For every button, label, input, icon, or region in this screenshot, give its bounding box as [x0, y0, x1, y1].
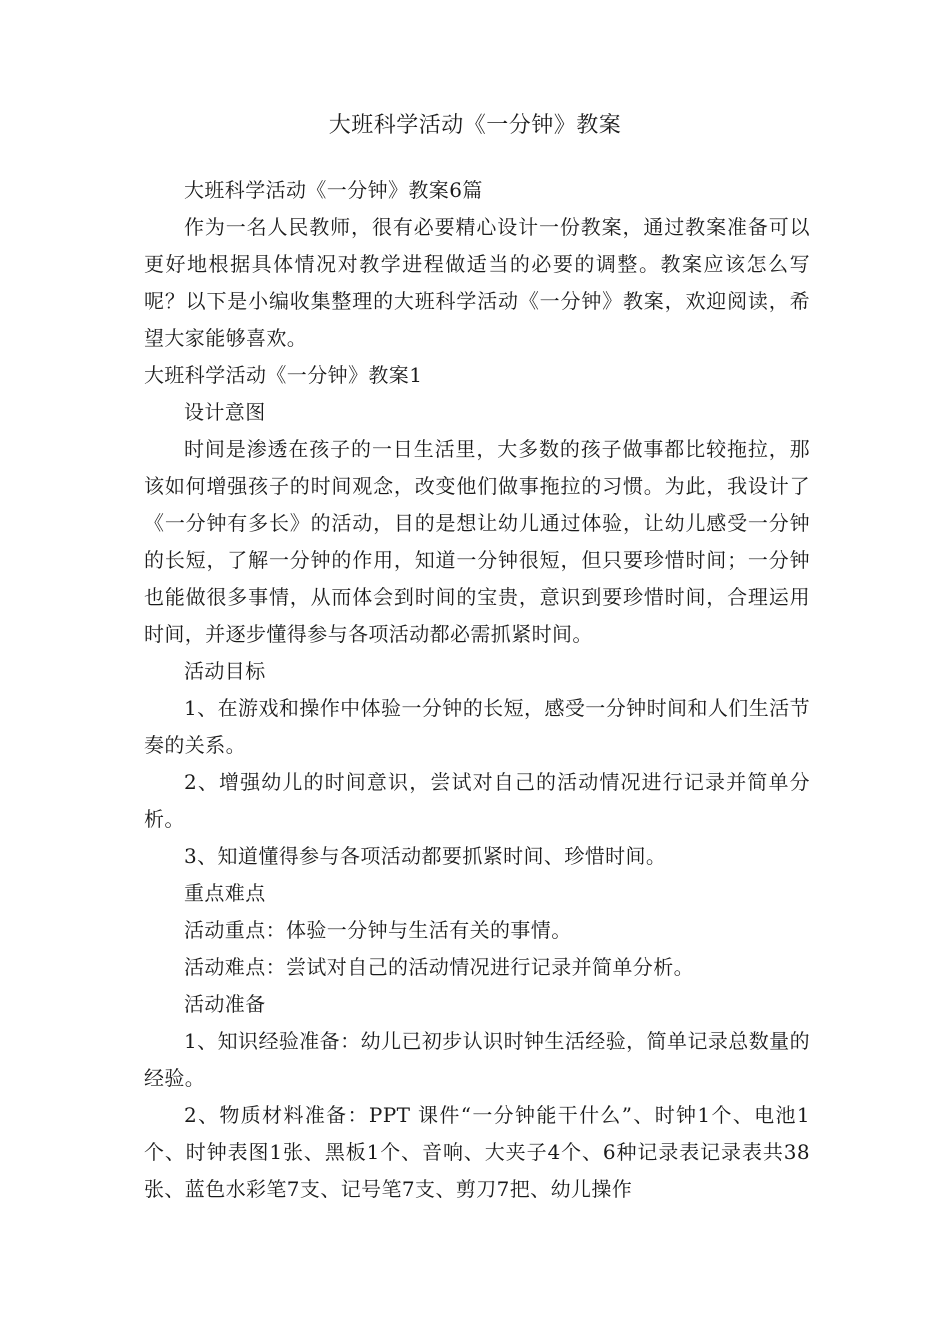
- document-body: [144, 172, 810, 1208]
- subtitle-paragraph: 大班科学活动《一分钟》教案6篇: [184, 178, 483, 202]
- preparation-item-2: 2、物质材料准备：PPT 课件“一分钟能干什么”、时钟1个、电池1个、时钟表图1张、黑板1个、音响、大夹子4个、6种记录表记录表共38张、蓝色水彩笔7支、记号笔7支、剪刀7把、幼儿操作: [144, 1103, 810, 1201]
- heading-preparation: 活动准备: [184, 992, 266, 1016]
- heading-design-intent: 设计意图: [184, 400, 266, 424]
- document-title: 大班科学活动《一分钟》教案: [328, 113, 622, 138]
- goal-item-3: 3、知道懂得参与各项活动都要抓紧时间、珍惜时间。: [184, 844, 667, 868]
- difficulty-paragraph: 活动难点：尝试对自己的活动情况进行记录并简单分析。: [184, 955, 694, 979]
- goal-item-2: 2、增强幼儿的时间意识，尝试对自己的活动情况进行记录并简单分析。: [144, 770, 810, 831]
- intro-paragraph: 作为一名人民教师，很有必要精心设计一份教案，通过教案准备可以更好地根据具体情况对教学进程做适当的必要的调整。教案应该怎么写呢？以下是小编收集整理的大班科学活动《一分钟》教案，欢迎阅读，希望大家能够喜欢。: [144, 215, 810, 350]
- section-heading-lesson-1: 大班科学活动《一分钟》教案1: [144, 363, 423, 387]
- design-intent-paragraph: 时间是渗透在孩子的一日生活里，大多数的孩子做事都比较拖拉，那该如何增强孩子的时间观念，改变他们做事拖拉的习惯。为此，我设计了《一分钟有多长》的活动，目的是想让幼儿通过体验，让幼儿感受一分钟的长短，了解一分钟的作用，知道一分钟很短，但只要珍惜时间；一分钟也能做很多事情，从而体会到时间的宝贵，意识到要珍惜时间，合理运用时间，并逐步懂得参与各项活动都必需抓紧时间。: [144, 437, 810, 646]
- heading-key-difficulties: 重点难点: [184, 881, 266, 905]
- heading-activity-goals: 活动目标: [184, 659, 266, 683]
- goal-item-1: 1、在游戏和操作中体验一分钟的长短，感受一分钟时间和人们生活节奏的关系。: [144, 696, 810, 757]
- preparation-item-1: 1、知识经验准备：幼儿已初步认识时钟生活经验，简单记录总数量的经验。: [144, 1029, 810, 1090]
- key-point-paragraph: 活动重点：体验一分钟与生活有关的事情。: [184, 918, 572, 942]
